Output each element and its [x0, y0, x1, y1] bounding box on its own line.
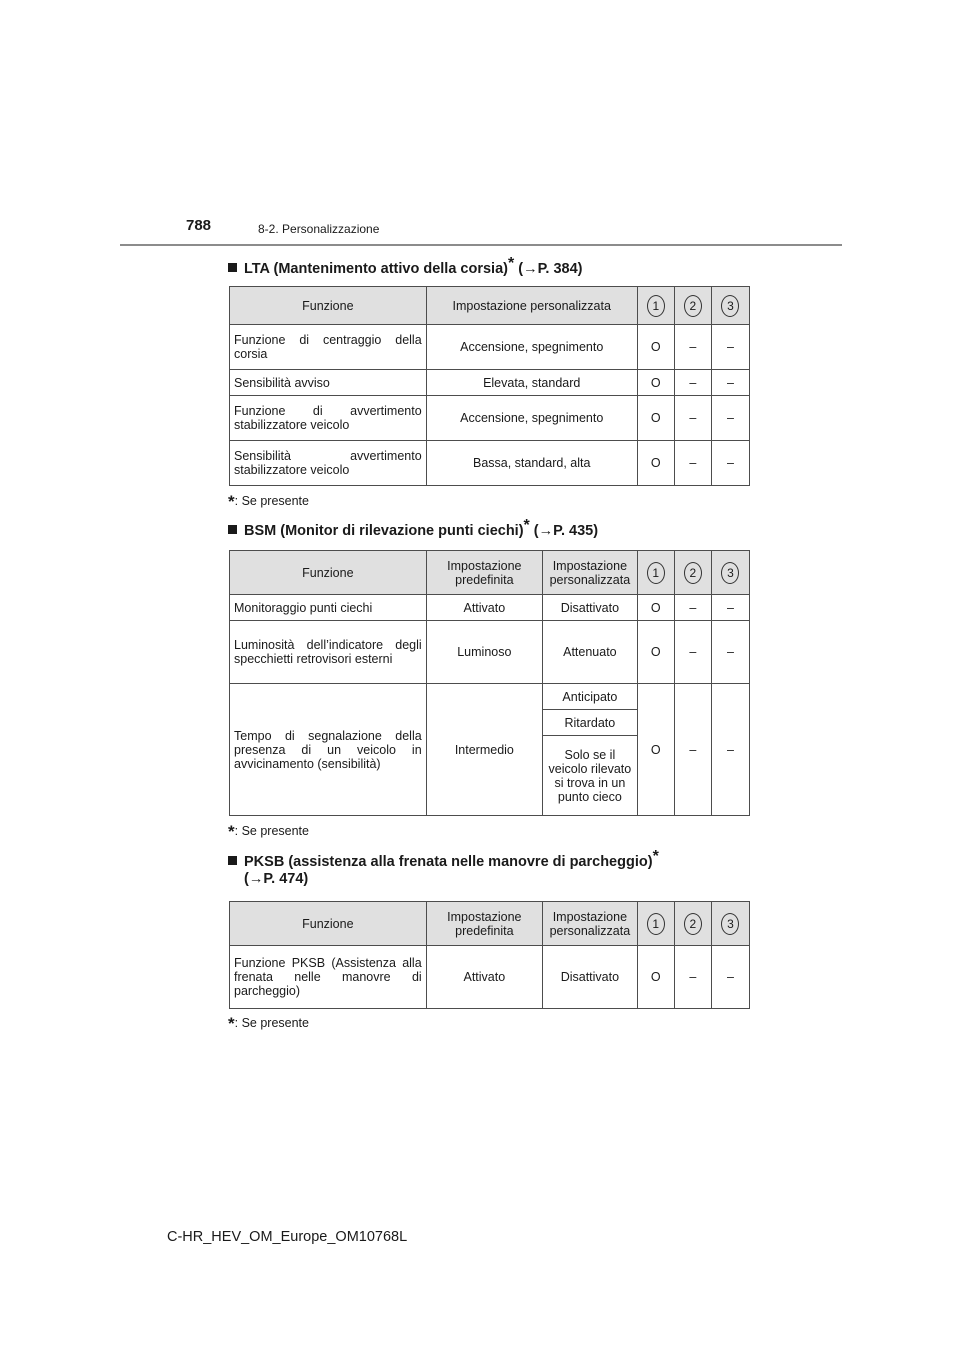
table-row: [230, 621, 750, 684]
col-function: Funzione: [230, 287, 427, 325]
mark-cell: –: [674, 684, 711, 816]
default-cell: Luminoso: [426, 621, 542, 684]
custom-cell: Bassa, standard, alta: [426, 441, 637, 486]
function-cell: Luminosità dell’indicatore degli specchietti retrovisori esterni: [230, 621, 427, 684]
bsm-title: BSM (Monitor di rilevazione punti ciechi): [244, 523, 524, 539]
mark-cell: O: [637, 946, 674, 1009]
circled-number-2-icon: 2: [684, 913, 702, 935]
default-cell: Attivato: [426, 595, 542, 621]
function-cell: Tempo di segnalazione della presenza di un veicolo in avvicinamento (sensibilità): [230, 684, 427, 816]
custom-option-cell: Solo se il veicolo rilevato si trova in un punto cieco: [543, 736, 638, 816]
section-title: 8-2. Personalizzazione: [258, 222, 380, 236]
footnote-text: : Se presente: [234, 1016, 309, 1030]
custom-cell: Accensione, spegnimento: [426, 325, 637, 370]
mark-cell: –: [711, 621, 749, 684]
col-1: [637, 287, 674, 325]
col-custom: Impostazione personalizzata: [543, 551, 638, 595]
mark-cell: –: [711, 441, 749, 486]
circled-number-3-icon: 3: [721, 295, 739, 317]
col-1: [637, 551, 674, 595]
function-cell: Funzione di centraggio della corsia: [230, 325, 427, 370]
page-ref-close: ): [303, 871, 309, 887]
col-custom: Impostazione personalizzata: [543, 902, 638, 946]
mark-cell: O: [637, 684, 674, 816]
page-ref-close: ): [577, 261, 583, 277]
circled-number-1-icon: 1: [647, 295, 665, 317]
table-row: [230, 441, 750, 486]
mark-cell: O: [637, 441, 674, 486]
mark-cell: O: [637, 595, 674, 621]
page-ref-close: ): [593, 523, 599, 539]
footnote: [228, 1014, 309, 1034]
table-row: [230, 684, 750, 710]
footnote-star: *: [652, 848, 659, 865]
table-row: [230, 946, 750, 1009]
bsm-page-ref[interactable]: 435: [569, 523, 594, 539]
custom-cell: Disattivato: [543, 946, 638, 1009]
footnote-star: *: [228, 822, 235, 841]
mark-cell: O: [637, 621, 674, 684]
lta-table: [229, 286, 750, 486]
bsm-heading: [228, 514, 598, 543]
mark-cell: –: [711, 396, 749, 441]
footnote-star: *: [228, 1014, 235, 1033]
mark-cell: –: [711, 946, 749, 1009]
function-cell: Sensibilità avvertimento stabilizzatore veicolo: [230, 441, 427, 486]
mark-cell: –: [711, 595, 749, 621]
mark-cell: O: [637, 370, 674, 396]
page-ref-open: (→P.: [529, 523, 569, 539]
col-default: Impostazione predefinita: [426, 551, 542, 595]
pksb-table: [229, 901, 750, 1009]
custom-option-cell: Anticipato: [543, 684, 638, 710]
function-cell: Funzione di avvertimento stabilizzatore veicolo: [230, 396, 427, 441]
mark-cell: –: [674, 621, 711, 684]
mark-cell: –: [674, 325, 711, 370]
custom-cell: Disattivato: [543, 595, 638, 621]
col-default: Impostazione predefinita: [426, 902, 542, 946]
table-row: [230, 370, 750, 396]
circled-number-2-icon: 2: [684, 295, 702, 317]
page-ref-open: (→P.: [514, 261, 554, 277]
lta-heading: [228, 252, 582, 281]
col-function: Funzione: [230, 551, 427, 595]
function-cell: Monitoraggio punti ciechi: [230, 595, 427, 621]
default-cell: Attivato: [426, 946, 542, 1009]
lta-title: LTA (Mantenimento attivo della corsia): [244, 261, 508, 277]
lta-page-ref[interactable]: 384: [553, 261, 578, 277]
pksb-page-ref-line: [244, 867, 308, 891]
table-row: [230, 595, 750, 621]
document-code: C-HR_HEV_OM_Europe_OM10768L: [167, 1229, 408, 1245]
col-3: [711, 551, 749, 595]
footnote-star: *: [523, 517, 530, 534]
circled-number-3-icon: 3: [721, 562, 739, 584]
footnote-star: *: [507, 255, 515, 272]
col-3: [711, 902, 749, 946]
table-row: [230, 325, 750, 370]
page-ref-open: (→P.: [244, 871, 280, 887]
function-cell: Sensibilità avviso: [230, 370, 427, 396]
mark-cell: O: [637, 396, 674, 441]
footnote: [228, 492, 309, 512]
circled-number-2-icon: 2: [684, 562, 702, 584]
custom-option-cell: Ritardato: [543, 710, 638, 736]
custom-cell: Elevata, standard: [426, 370, 637, 396]
square-bullet-icon: [228, 525, 237, 534]
square-bullet-icon: [228, 856, 237, 865]
mark-cell: –: [674, 595, 711, 621]
mark-cell: –: [674, 370, 711, 396]
pksb-title: PKSB (assistenza alla frenata nelle manovre di parcheggio): [244, 854, 653, 870]
table-row: [230, 396, 750, 441]
custom-cell: Accensione, spegnimento: [426, 396, 637, 441]
square-bullet-icon: [228, 263, 237, 272]
col-custom: Impostazione personalizzata: [426, 287, 637, 325]
col-2: [674, 551, 711, 595]
footnote-star: *: [228, 492, 235, 511]
circled-number-3-icon: 3: [721, 913, 739, 935]
mark-cell: –: [674, 946, 711, 1009]
footnote-text: : Se presente: [234, 494, 309, 508]
col-function: Funzione: [230, 902, 427, 946]
mark-cell: –: [711, 370, 749, 396]
pksb-page-ref[interactable]: 474: [279, 871, 304, 887]
mark-cell: –: [711, 684, 749, 816]
function-cell: Funzione PKSB (Assistenza alla frenata nelle manovre di parcheggio): [230, 946, 427, 1009]
col-3: [711, 287, 749, 325]
bsm-table: [229, 550, 750, 816]
mark-cell: O: [637, 325, 674, 370]
footnote-text: : Se presente: [234, 824, 309, 838]
mark-cell: –: [711, 325, 749, 370]
table-header-row: [230, 551, 750, 595]
mark-cell: –: [674, 396, 711, 441]
circled-number-1-icon: 1: [647, 562, 665, 584]
col-2: [674, 902, 711, 946]
circled-number-1-icon: 1: [647, 913, 665, 935]
table-header-row: [230, 902, 750, 946]
table-header-row: [230, 287, 750, 325]
page-number: 788: [186, 217, 212, 234]
col-2: [674, 287, 711, 325]
default-cell: Intermedio: [426, 684, 542, 816]
header-divider: [120, 244, 842, 246]
custom-cell: Attenuato: [543, 621, 638, 684]
mark-cell: –: [674, 441, 711, 486]
footnote: [228, 822, 309, 842]
col-1: [637, 902, 674, 946]
